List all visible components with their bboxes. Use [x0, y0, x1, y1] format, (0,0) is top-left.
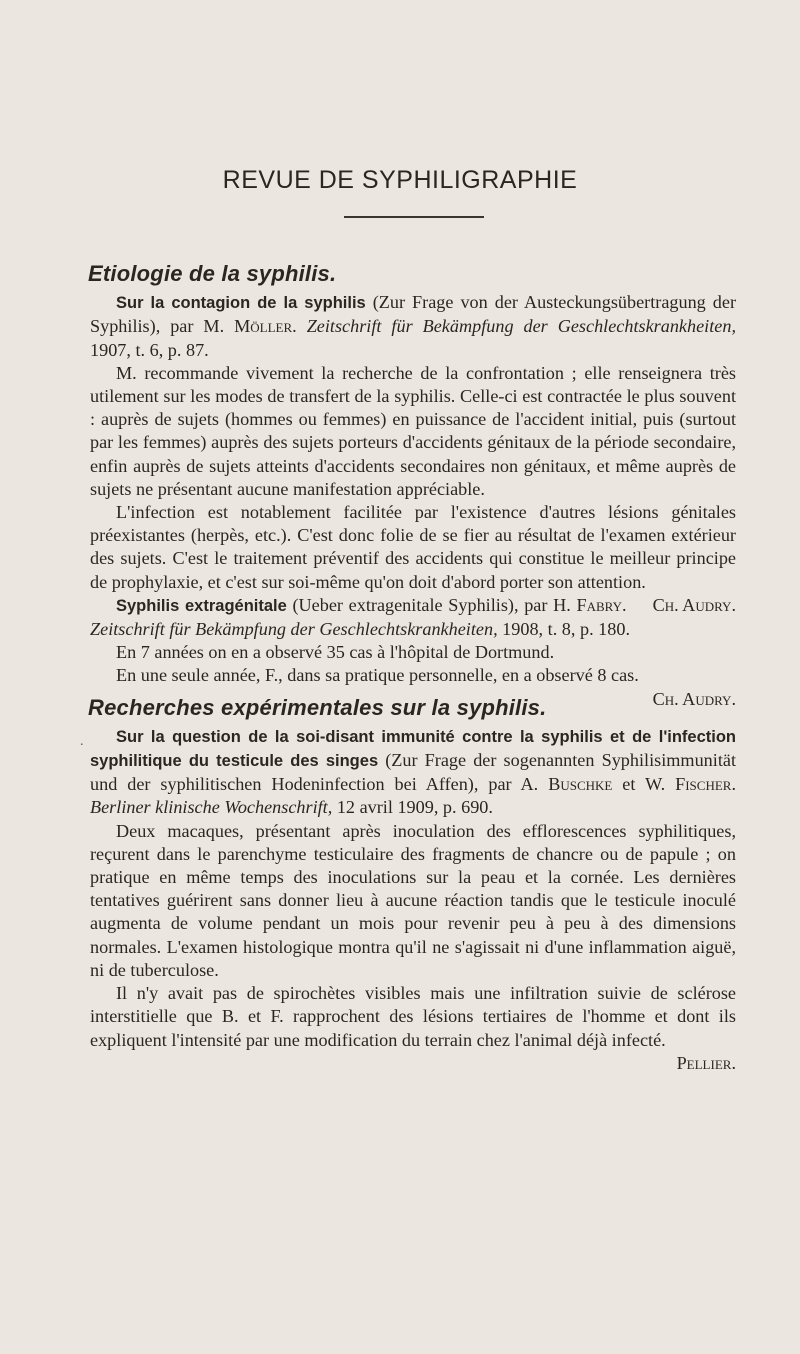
page-title: REVUE DE SYPHILIGRAPHIE [222, 166, 578, 194]
signature: Ch. Audry. [652, 688, 736, 709]
margin-mark: . [80, 734, 84, 749]
article-reference: Syphilis extragénitale (Ueber extragenitale Syphilis), par H. Fabry. Zeitschrift für Bekämpfung der Geschlechtskrankheiten, 1908, t. 8, p. 180. [90, 594, 630, 640]
author-name: Möller [234, 316, 293, 337]
article-title: Sur la contagion de la syphilis [116, 294, 366, 313]
article-title: Syphilis extragénitale [116, 596, 287, 615]
article-title: Sur la question de la soi-disant immunité contre la syphilis et de l'infection syphilitique du testicule des singes [90, 727, 736, 771]
article-paragraph: Deux macaques, présentant après inoculation des efflorescences syphilitiques, reçurent dans le parenchyme testiculaire des fragments de chancre ou de papule ; on pratique en même temps des inoculations sur la peau et la cornée. Les dernières tentatives guérirent sans donner lieu à aucune réaction tandis que le testicule inoculé augmenta de volume pendant un mois pour revenir peu à peu à des dimensions normales. L'examen histologique montra qu'il ne s'agissait ni d'une inflammation aiguë, ni de tuberculose. [90, 820, 736, 980]
article-column [90, 262, 736, 1075]
signature: Ch. Audry. [652, 594, 736, 615]
article-paragraph: En une seule année, F., dans sa pratique personnelle, en a observé 8 cas. Ch. Audry. [90, 664, 736, 687]
journal-name: Zeitschrift für Bekämpfung der Geschlechtskrankheiten, [90, 619, 498, 640]
article-paragraph: M. recommande vivement la recherche de la confrontation ; elle renseignera très utilement sur les modes de transfert de la syphilis. Celle-ci est contractée le plus souvent : auprès de sujets (hommes ou femmes) en puissance de l'accident initial, puis (surtout par les femmes) auprès des sujets porteurs d'accidents génitaux de la période secondaire, enfin auprès de sujets atteints d'accidents secondaires non génitaux, et même auprès de sujets ne présentant aucune manifestation appréciable. [90, 362, 736, 499]
article-paragraph: En 7 années on en a observé 35 cas à l'hôpital de Dortmund. [116, 642, 555, 663]
title-rule [344, 216, 484, 218]
journal-name: Berliner klinische Wochenschrift, [90, 797, 333, 818]
author-name: Fabry [576, 594, 623, 615]
article-paragraph: L'infection est notablement facilitée par l'existence d'autres lésions génitales préexistantes (herpès, etc.). C'est donc folie de se fier au résultat de l'examen extérieur des sujets. C'est le traitement préventif des accidents qui constitue le meilleur principe de prophylaxie, et c'est sur soi-même qu'on doit d'abord porter son attention. Ch. Audry. [90, 501, 736, 594]
article-reference: Sur la question de la soi-disant immunité contre la syphilis et de l'infection syphilitique du testicule des singes (Zur Frage der sogenannten Syphilisimmunität und der syphilitischen Hodeninfection bei Affen), par A. Buschke et W. Fischer. Berliner klinische Wochenschrift, 12 avril 1909, p. 690. [90, 727, 736, 818]
article-reference: Sur la contagion de la syphilis (Zur Frage von der Austeckungsübertragung der Syphilis), par M. Möller. Zeitschrift für Bekämpfung der Geschlechtskrankheiten, 1907, t. 6, p. 87. [90, 292, 736, 360]
signature: Pellier. [676, 1052, 736, 1073]
section-heading: Recherches expérimentales sur la syphilis. [88, 694, 547, 720]
section-heading: Etiologie de la syphilis. [88, 261, 337, 286]
journal-name: Zeitschrift für Bekämpfung der Geschlechtskrankheiten, [306, 316, 736, 337]
author-name: Fischer [675, 774, 732, 795]
article-paragraph: Il n'y avait pas de spirochètes visibles mais une infiltration suivie de sclérose interstitielle que B. et F. rapprochent des lésions tertiaires de l'homme et dont ils expliquent l'intensité par une modification du terrain chez l'animal déjà infecté. Pellier. [90, 982, 736, 1052]
author-name: Buschke [548, 774, 613, 795]
